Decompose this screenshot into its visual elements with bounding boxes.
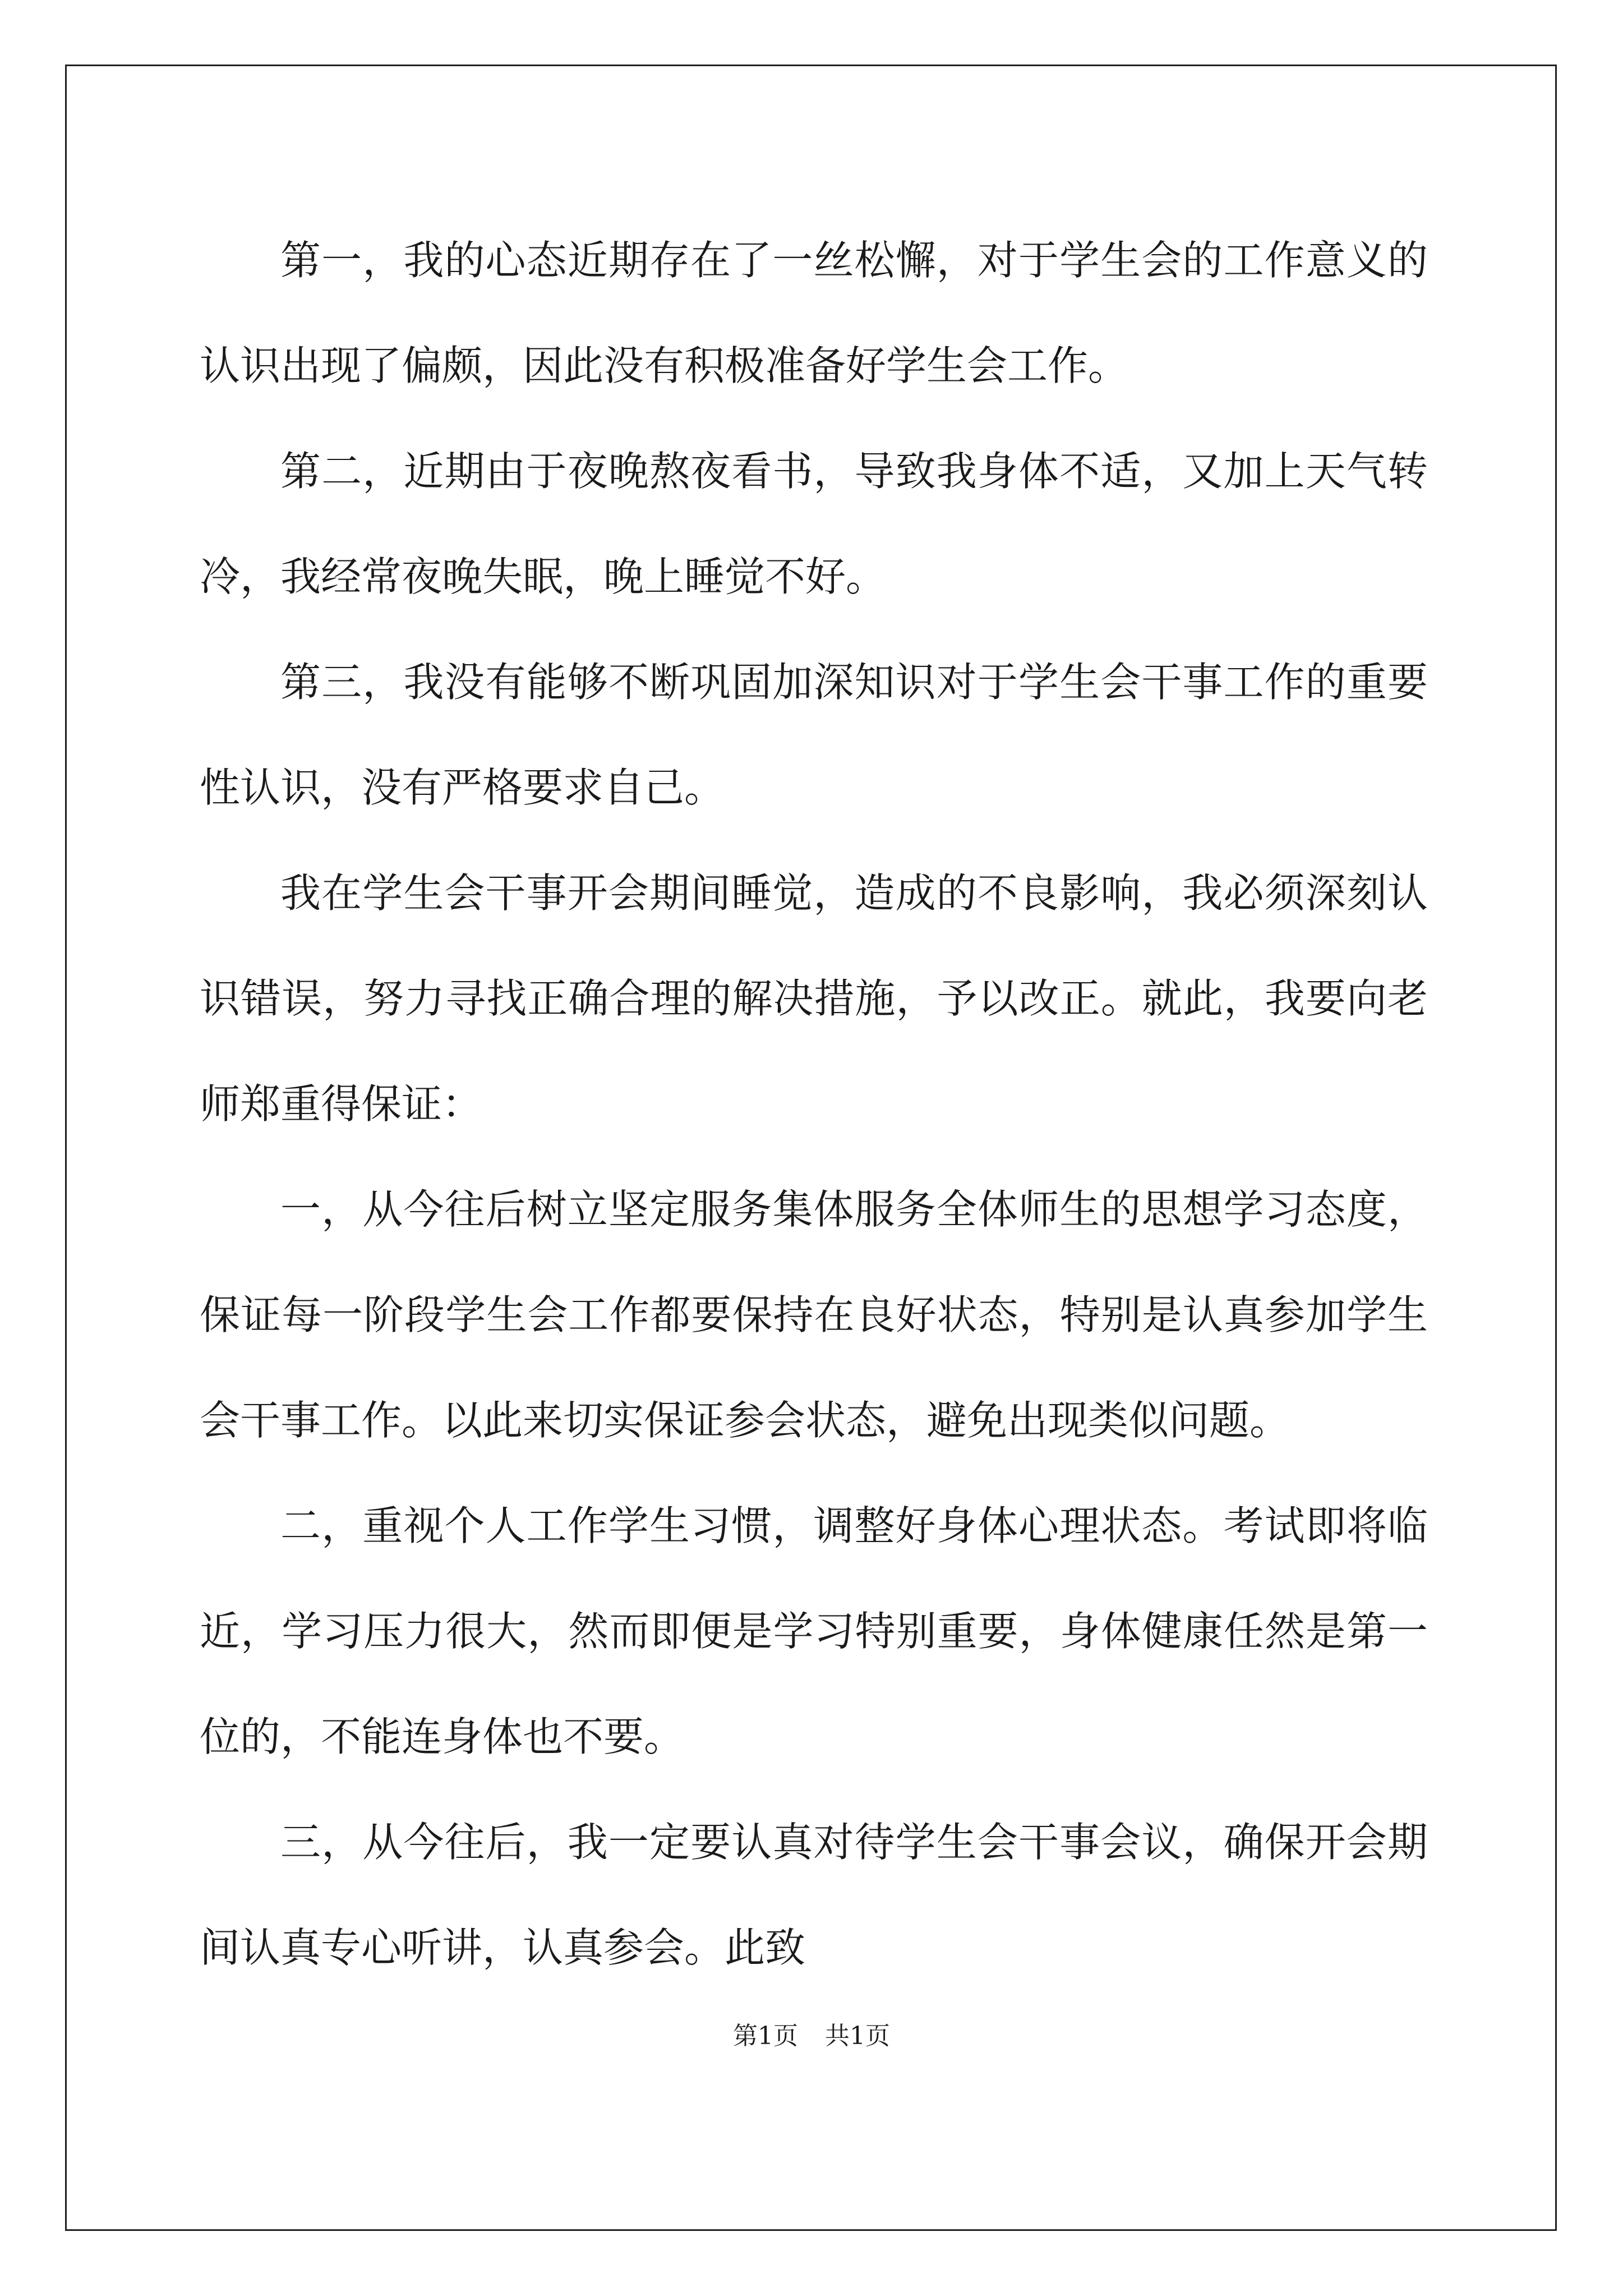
page-footer [0, 2019, 1623, 2053]
paragraph-3: 第三，我没有能够不断巩固加深知识对于学生会干事工作的重要性认识，没有严格要求自己。 [200, 659, 1428, 811]
paragraph-4: 我在学生会干事开会期间睡觉，造成的不良影响，我必须深刻认识错误，努力寻找正确合理的解决措施，予以改正。就此，我要向老师郑重得保证： [200, 869, 1428, 1128]
paragraph-1: 第一，我的心态近期存在了一丝松懈，对于学生会的工作意义的认识出现了偏颇，因此没有积极准备好学生会工作。 [200, 237, 1428, 389]
page-number-total: 共1页 [825, 2022, 890, 2050]
paragraph-7: 三，从今往后，我一定要认真对待学生会干事会议，确保开会期间认真专心听讲，认真参会。此致 [200, 1819, 1428, 1971]
page-number-current: 第1页 [733, 2022, 798, 2050]
paragraph-6: 二，重视个人工作学生习惯，调整好身体心理状态。考试即将临近，学习压力很大，然而即便是学习特别重要，身体健康任然是第一位的，不能连身体也不要。 [200, 1502, 1428, 1760]
document-body [200, 208, 1428, 2000]
paragraph-5: 一，从今往后树立坚定服务集体服务全体师生的思想学习态度，保证每一阶段学生会工作都要保持在良好状态，特别是认真参加学生会干事工作。以此来切实保证参会状态，避免出现类似问题。 [200, 1186, 1428, 1444]
paragraph-2: 第二，近期由于夜晚熬夜看书，导致我身体不适，又加上天气转冷，我经常夜晚失眠，晚上睡觉不好。 [200, 448, 1428, 600]
